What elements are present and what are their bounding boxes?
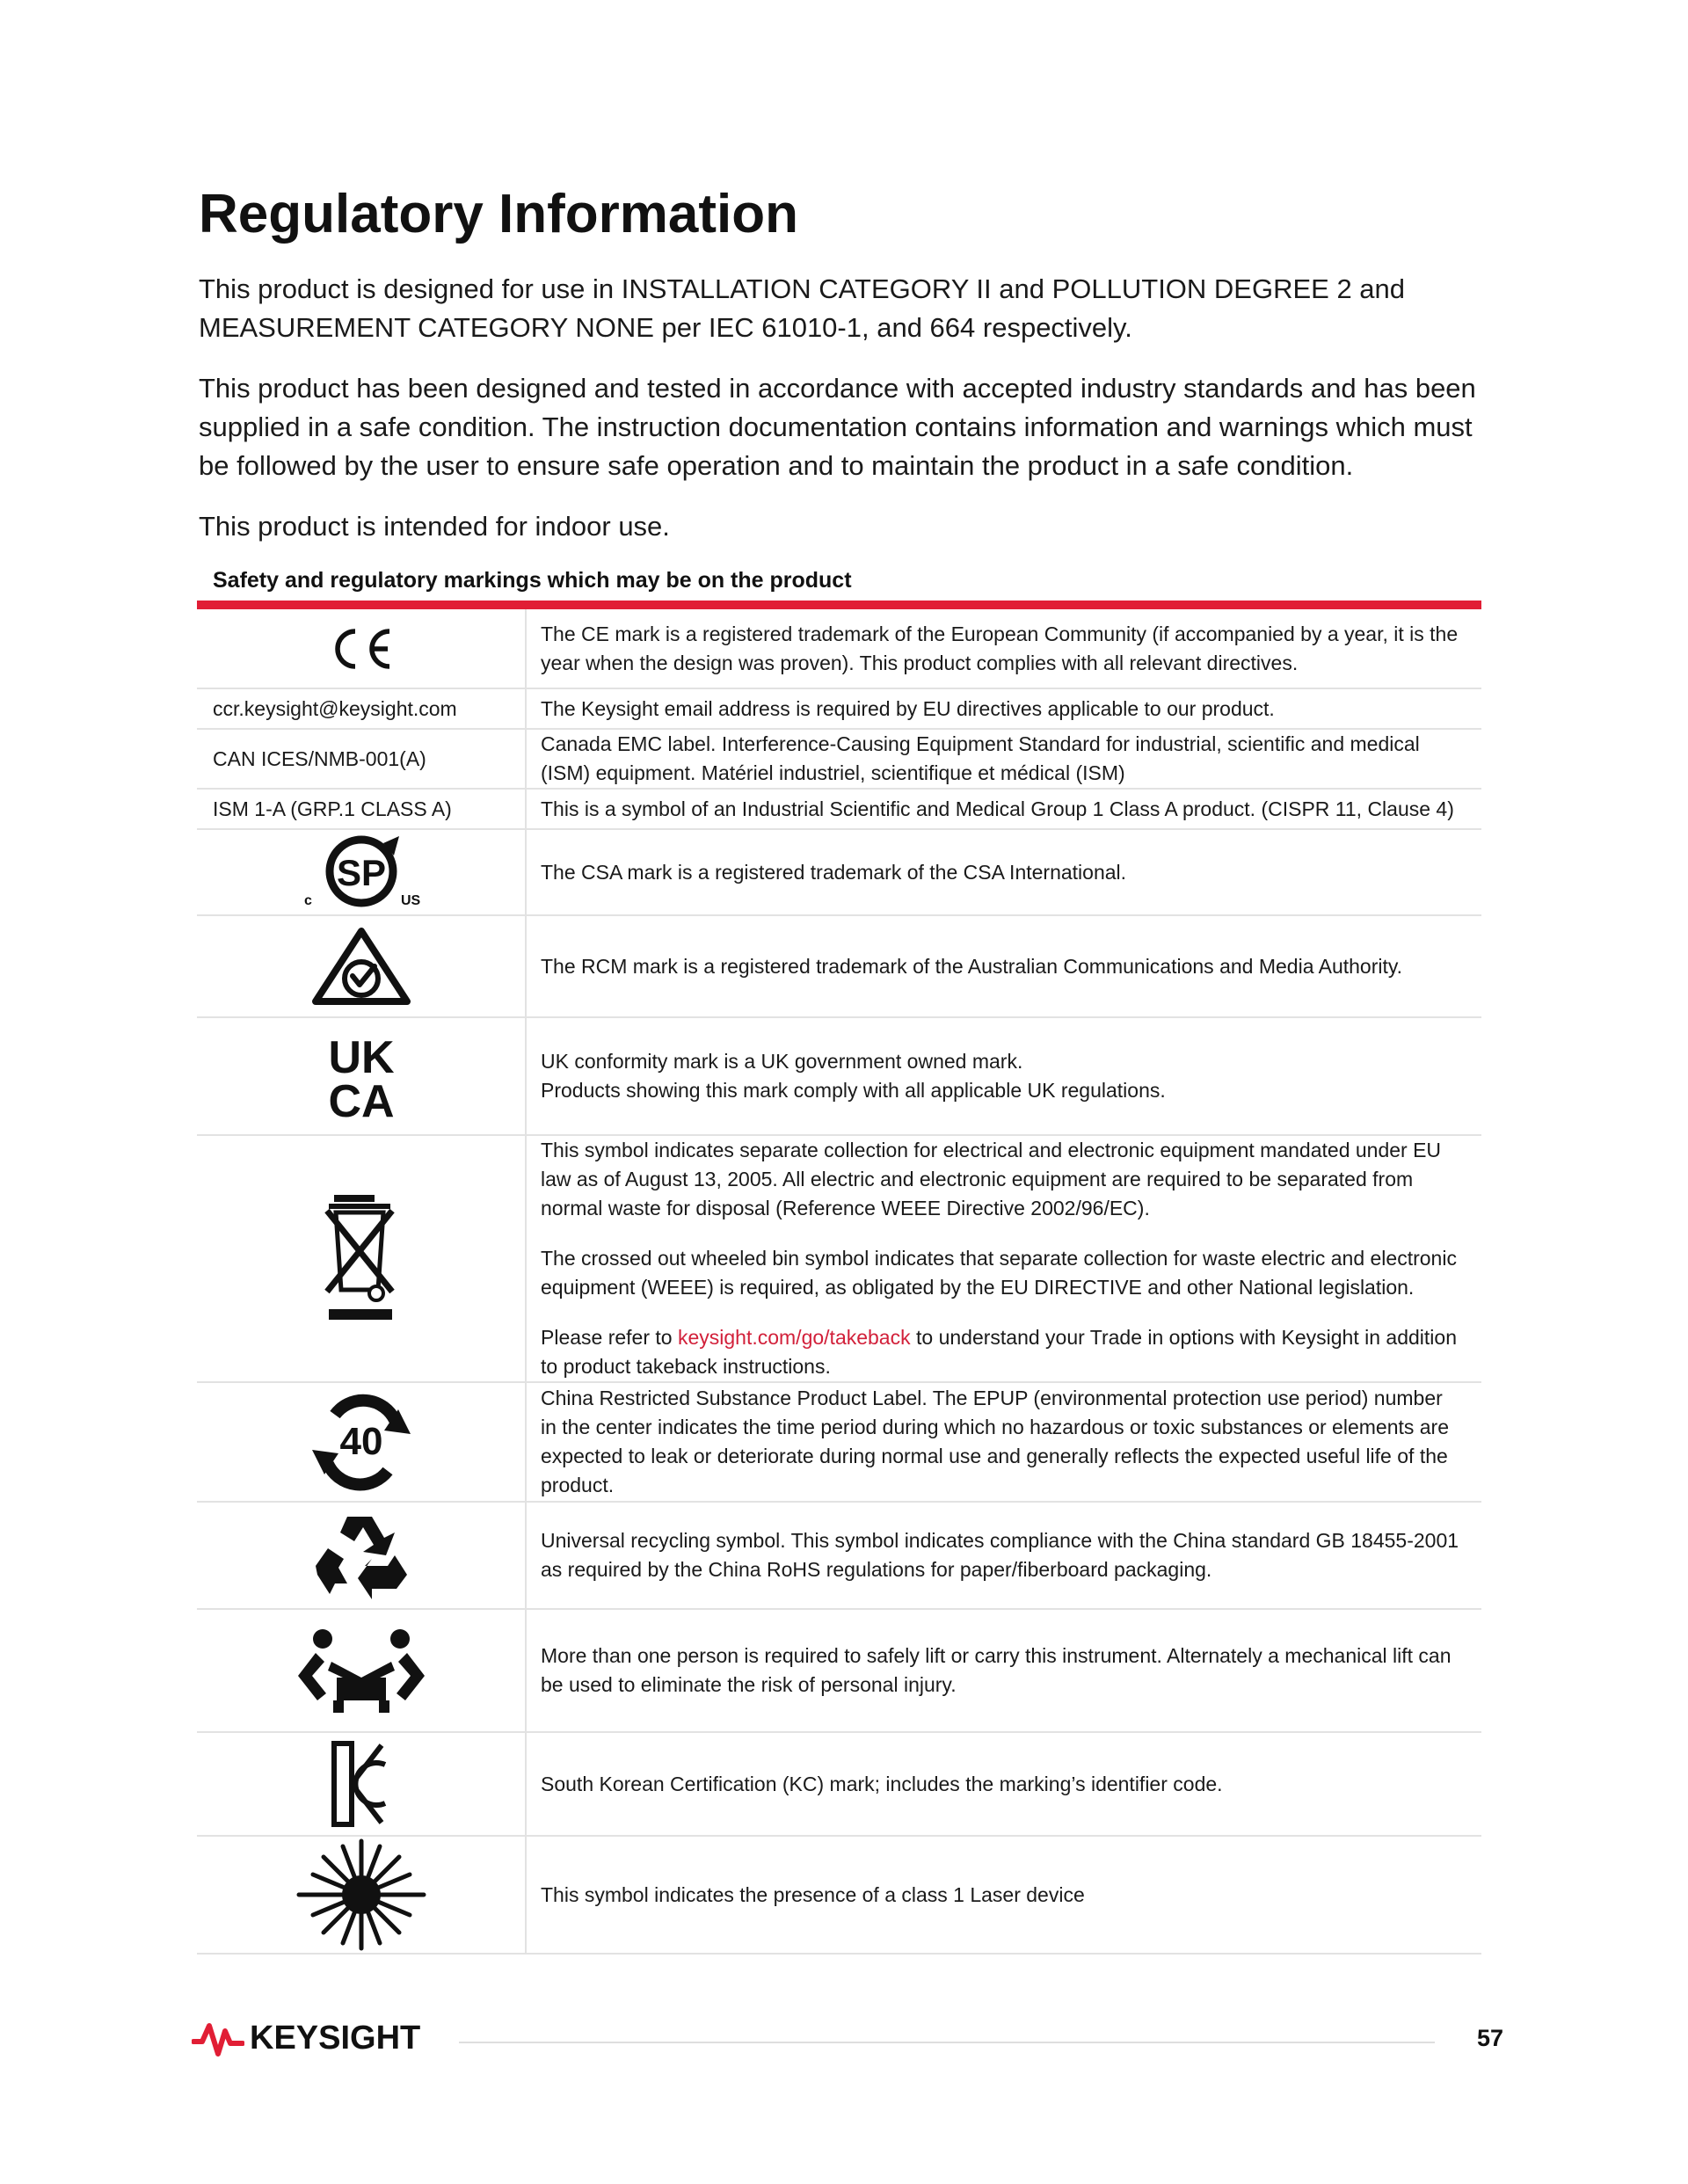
table-row-weee [197,1135,1481,1382]
table-row-recycle [197,1502,1481,1609]
keysight-logo [192,2019,420,2057]
svg-text:UK: UK [327,1032,395,1083]
csa-description: The CSA mark is a registered trademark of the CSA International. [526,829,1481,915]
table-row-csa [197,829,1481,915]
keysight-wave-icon [192,2019,244,2057]
table-row-email [197,688,1481,729]
csa-mark-icon [197,829,526,915]
weee-description: This symbol indicates separate collection for electrical and electronic equipment mandated under EU law as of August 13, 2005. All electric and electronic equipment are required to be separated from normal waste for disposal (Reference WEEE Directive 2002/96/EC). The crossed out wheeled bin symbol indicates that separate collection for waste electric and electronic equipment (WEEE) is required, as obligated by the EU DIRECTIVE and other National legislation. Please refer to keysight.com/go/takeback to understand your Trade in options with Keysight in addition to product takeback instructions. [526,1135,1481,1382]
intro-paragraph-safety: This product has been designed and tested in accordance with accepted industry standards and has been supplied in a safe condition. The instruction documentation contains information and warnings which must be followed by the user to ensure safe operation and to maintain the product in a safe condition. [199,373,1476,481]
ukca-description: UK conformity mark is a UK government owned mark. Products showing this mark comply with all applicable UK regulations. [526,1017,1481,1135]
laser-description: This symbol indicates the presence of a class 1 Laser device [526,1836,1481,1954]
laser-icon [197,1836,526,1954]
recycle-icon [197,1502,526,1609]
intro-paragraph-installation-category: This product is designed for use in INSTALLATION CATEGORY II and POLLUTION DEGREE 2 and MEASUREMENT CATEGORY NONE per IEC 61010-1, and 664 respectively. [199,273,1406,343]
ukca-mark-icon [197,1017,526,1135]
ices-description: Canada EMC label. Interference-Causing Equipment Standard for industrial, scientific and medical (ISM) equipment. Matériel industriel, scientifique et médical (ISM) [526,729,1481,789]
ce-description: The CE mark is a registered trademark of the European Community (if accompanied by a year, it is the year when the design was proven). This product complies with all relevant directives. [526,609,1481,688]
table-row-laser [197,1836,1481,1954]
page-number: 57 [1477,2025,1504,2051]
table-row-ices [197,729,1481,789]
ism-label: ISM 1-A (GRP.1 CLASS A) [197,789,526,829]
table-row-ukca [197,1017,1481,1135]
svg-text:CA: CA [327,1076,395,1120]
intro-paragraph-indoor-use: This product is intended for indoor use. [199,511,670,542]
epup-description: China Restricted Substance Product Label. The EPUP (environmental protection use period) number in the center indicates the time period during which no hazardous or toxic substances or elements are expected to leak or deteriorate during normal use and generally reflects the expected useful life of the product. [526,1382,1481,1502]
lift-description: More than one person is required to safely lift or carry this instrument. Alternately a mechanical lift can be used to eliminate the risk of personal injury. [526,1609,1481,1732]
kc-mark-icon [197,1732,526,1836]
epup-40-icon [197,1382,526,1502]
ce-mark-icon [197,609,526,688]
table-row-lift [197,1609,1481,1732]
table-row-kc [197,1732,1481,1836]
recycle-description: Universal recycling symbol. This symbol indicates compliance with the China standard GB 18455-2001 as required by the China RoHS regulations for paper/fiberboard packaging. [526,1502,1481,1609]
table-row-epup [197,1382,1481,1502]
crossed-bin-icon [197,1135,526,1382]
page-title: Regulatory Information [199,184,799,244]
table-row-ce [197,609,1481,688]
kc-description: South Korean Certification (KC) mark; includes the marking’s identifier code. [526,1732,1481,1836]
keysight-brand-text: KEYSIGHT [250,2019,421,2057]
rcm-description: The RCM mark is a registered trademark of the Australian Communications and Media Authority. [526,915,1481,1017]
takeback-link[interactable]: keysight.com/go/takeback [677,1326,911,1349]
table-caption: Safety and regulatory markings which may be on the product [213,568,852,593]
takeback-paragraph: Please refer to keysight.com/go/takeback to understand your Trade in options with Keysight in addition to product takeback instructions. [541,1326,1457,1378]
svg-text:SP: SP [336,852,386,893]
table-row-ism [197,789,1481,829]
svg-text:US: US [400,893,420,908]
caption-rule [197,601,1481,609]
table-row-rcm [197,915,1481,1017]
markings-table [197,609,1481,1955]
svg-text:c: c [303,893,312,908]
footer-rule [459,2042,1435,2043]
two-person-lift-icon [197,1609,526,1732]
ism-description: This is a symbol of an Industrial Scientific and Medical Group 1 Class A product. (CISPR 11, Clause 4) [526,789,1481,829]
svg-text:40: 40 [339,1420,382,1463]
email-description: The Keysight email address is required by EU directives applicable to our product. [526,688,1481,729]
keysight-email-link[interactable]: ccr.keysight@keysight.com [197,688,526,729]
ices-label: CAN ICES/NMB-001(A) [197,729,526,789]
rcm-mark-icon [197,915,526,1017]
